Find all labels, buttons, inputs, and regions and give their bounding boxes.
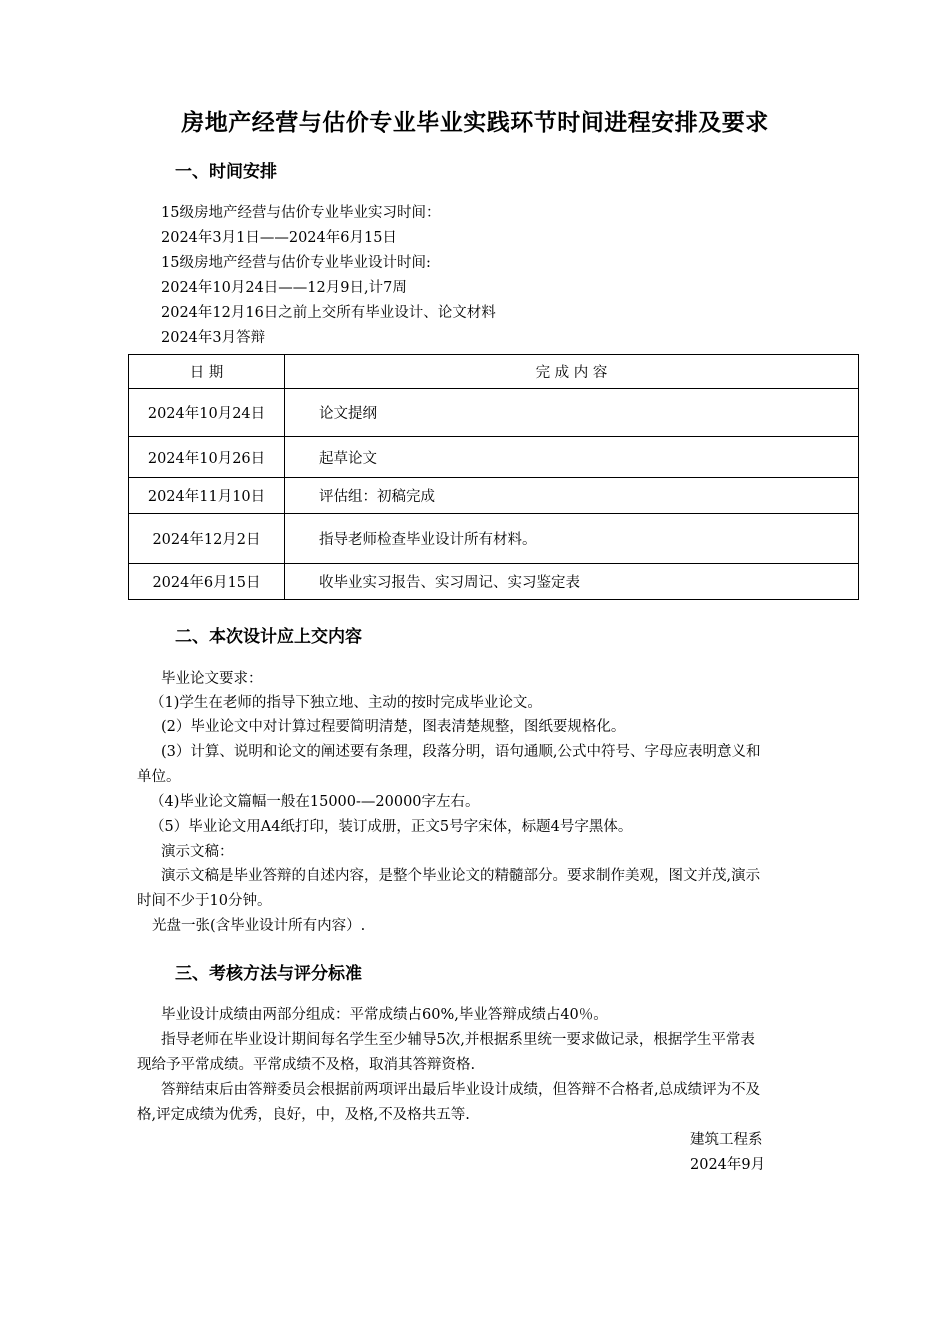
schedule-line: 2024年3月答辩 <box>161 330 266 346</box>
row-content: 收毕业实习报告、实习周记、实习鉴定表 <box>285 564 859 600</box>
section-heading-assessment: 三、考核方法与评分标准 <box>175 964 362 984</box>
row-content: 起草论文 <box>285 437 859 478</box>
signature-date: 2024年9月 <box>690 1157 766 1173</box>
schedule-table <box>128 354 859 600</box>
requirement-line: 时间不少于10分钟。 <box>137 893 272 909</box>
requirement-line: (2）毕业论文中对计算过程要简明清楚，图表清楚规整，图纸要规格化。 <box>161 719 626 735</box>
row-date: 2024年6月15日 <box>129 564 285 600</box>
schedule-line: 2024年10月24日——12月9日,计7周 <box>161 280 407 296</box>
row-date: 2024年11月10日 <box>129 478 285 514</box>
date-column-header: 日 期 <box>129 355 285 389</box>
document-title: 房地产经营与估价专业毕业实践环节时间进程安排及要求 <box>181 110 769 136</box>
section-heading-schedule: 一、时间安排 <box>175 162 277 182</box>
row-content: 评估组：初稿完成 <box>285 478 859 514</box>
requirement-line: 光盘一张(含毕业设计所有内容）. <box>152 918 366 934</box>
requirement-line: 毕业论文要求： <box>161 671 263 687</box>
row-date: 2024年10月24日 <box>129 389 285 437</box>
schedule-line: 15级房地产经营与估价专业毕业设计时间: <box>161 255 431 271</box>
requirement-line: （5）毕业论文用A4纸打印，装订成册，正文5号字宋体，标题4号字黑体。 <box>150 819 633 835</box>
requirement-line: 演示文稿： <box>161 844 234 860</box>
signature-department: 建筑工程系 <box>690 1132 763 1148</box>
schedule-line: 2024年12月16日之前上交所有毕业设计、论文材料 <box>161 305 496 321</box>
section-heading-deliverables: 二、本次设计应上交内容 <box>175 627 362 647</box>
table-row <box>129 478 859 514</box>
assessment-line: 现给予平常成绩。平常成绩不及格，取消其答辩资格. <box>137 1057 476 1073</box>
row-content: 指导老师检查毕业设计所有材料。 <box>285 514 859 564</box>
requirement-line: （1)学生在老师的指导下独立地、主动的按时完成毕业论文。 <box>150 695 542 711</box>
requirement-line: (3）计算、说明和论文的阐述要有条理，段落分明，语句通顺,公式中符号、字母应表明意义和 <box>161 744 761 760</box>
row-date: 2024年12月2日 <box>129 514 285 564</box>
requirement-line: 演示文稿是毕业答辩的自述内容，是整个毕业论文的精髓部分。要求制作美观，图文并茂,演示 <box>161 868 761 884</box>
table-row <box>129 389 859 437</box>
table-row <box>129 437 859 478</box>
table-header-row <box>129 355 859 389</box>
schedule-line: 15级房地产经营与估价专业毕业实习时间： <box>161 205 441 221</box>
assessment-line: 答辩结束后由答辩委员会根据前两项评出最后毕业设计成绩，但答辩不合格者,总成绩评为不及 <box>161 1082 761 1098</box>
row-date: 2024年10月26日 <box>129 437 285 478</box>
table-row <box>129 514 859 564</box>
assessment-line: 指导老师在毕业设计期间每名学生至少辅导5次,并根据系里统一要求做记录，根据学生平常表 <box>161 1032 755 1048</box>
row-content: 论文提纲 <box>285 389 859 437</box>
content-column-header: 完 成 内 容 <box>285 355 859 389</box>
table-row <box>129 564 859 600</box>
schedule-line: 2024年3月1日——2024年6月15日 <box>161 230 397 246</box>
assessment-line: 毕业设计成绩由两部分组成：平常成绩占60%,毕业答辩成绩占40％。 <box>161 1007 608 1023</box>
assessment-line: 格,评定成绩为优秀，良好，中，及格,不及格共五等. <box>137 1107 470 1123</box>
requirement-line: （4)毕业论文篇幅一般在15000-—20000字左右。 <box>150 794 480 810</box>
requirement-line: 单位。 <box>137 769 181 785</box>
